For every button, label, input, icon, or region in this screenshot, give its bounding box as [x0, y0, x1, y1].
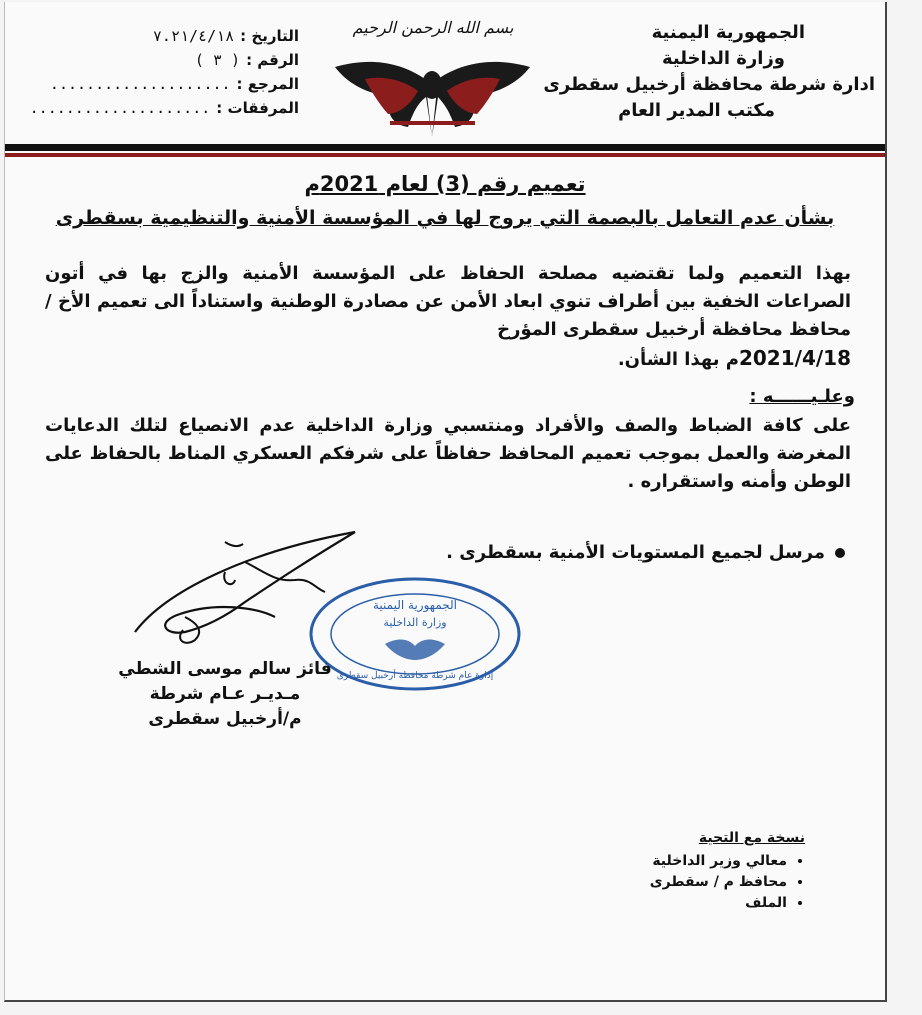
ministry-name: وزارة الداخلية: [661, 48, 785, 69]
reference-date: 2021/4/18: [738, 346, 851, 370]
hence-heading: وعلـيــــــه :: [749, 386, 855, 407]
reference-row: [29, 72, 299, 96]
document-page: [4, 2, 887, 1002]
body-paragraph-2: على كافة الضباط والصف والأفراد ومنتسبي وزارة الداخلية عدم الانصياع لتلك الدعايات المغرضة والعمل بموجب تعميم المحافظ حفاظاً على شرفكم العسكري المناط بالحفاظ على الوطن وأمنه واستقراره .: [45, 415, 851, 492]
date-value: ٧.٢١/٤/١٨: [152, 27, 235, 45]
circular-title: تعميم رقم (3) لعام 2021م: [304, 172, 586, 196]
attachments-row: [29, 96, 299, 120]
copies-item: • معالي وزير الداخلية: [585, 851, 787, 872]
basmala: بسم الله الرحمن الرحيم: [352, 18, 514, 37]
copies-block: [585, 828, 805, 914]
meta-block: [29, 24, 299, 120]
distribution-line: [446, 542, 845, 563]
date-row: [29, 24, 299, 48]
number-row: [29, 48, 299, 72]
body-paragraph-1: [45, 260, 851, 374]
body-text-1-end: م بهذا الشأن.: [617, 349, 739, 370]
reference-label: المرجع :: [236, 75, 299, 93]
eagle-emblem-icon: [330, 17, 535, 142]
stamp-text-ring: إدارة عام شرطة محافظة أرخبيل سقطرى: [336, 671, 494, 681]
stamp-text-mid: وزارة الداخلية: [383, 616, 447, 629]
number-value: ( ٣ ): [194, 51, 241, 69]
signer-block: [115, 657, 335, 732]
copies-heading: نسخة مع التحية: [698, 830, 805, 846]
office-name: مكتب المدير العام: [618, 100, 775, 121]
stamp-text-top: الجمهورية اليمنية: [372, 598, 458, 612]
header-divider-black: [5, 144, 885, 151]
circular-subject: بشأن عدم التعامل بالبصمة التي يروج لها في المؤسسة الأمنية والتنظيمية بسقطرى: [55, 207, 835, 229]
date-label: التاريخ :: [240, 27, 299, 45]
copies-list: [585, 851, 805, 914]
bullet-icon: [835, 548, 845, 558]
attachments-value: ....................: [29, 99, 211, 117]
body-text-1: بهذا التعميم ولما تقتضيه مصلحة الحفاظ على المؤسسة الأمنية والزج بها في أتون الصراعات الخفية بين أطراف تنوي ابعاد الأمن عن مصادرة الوطنية واستناداً الى تعميم الأخ / محافظ محافظة أرخبيل سقطرى المؤرخ: [45, 263, 851, 340]
attachments-label: المرفقات :: [216, 99, 299, 117]
department-name: ادارة شرطة محافظة أرخبيل سقطرى: [543, 74, 875, 95]
number-label: الرقم :: [246, 51, 299, 69]
reference-value: ....................: [49, 75, 231, 93]
republic-name: الجمهورية اليمنية: [651, 22, 805, 43]
signer-region: م/أرخبيل سقطرى: [148, 709, 302, 729]
official-stamp: [305, 574, 525, 694]
copies-item: • الملف: [585, 893, 787, 914]
signer-title: مـديـر عـام شرطة: [149, 684, 301, 704]
header-divider-red: [5, 153, 885, 157]
signer-name: فائز سالم موسى الشطي: [118, 659, 332, 679]
copies-item: • محافظ م / سقطرى: [585, 872, 787, 893]
distribution-text: مرسل لجميع المستويات الأمنية بسقطرى .: [446, 542, 825, 563]
